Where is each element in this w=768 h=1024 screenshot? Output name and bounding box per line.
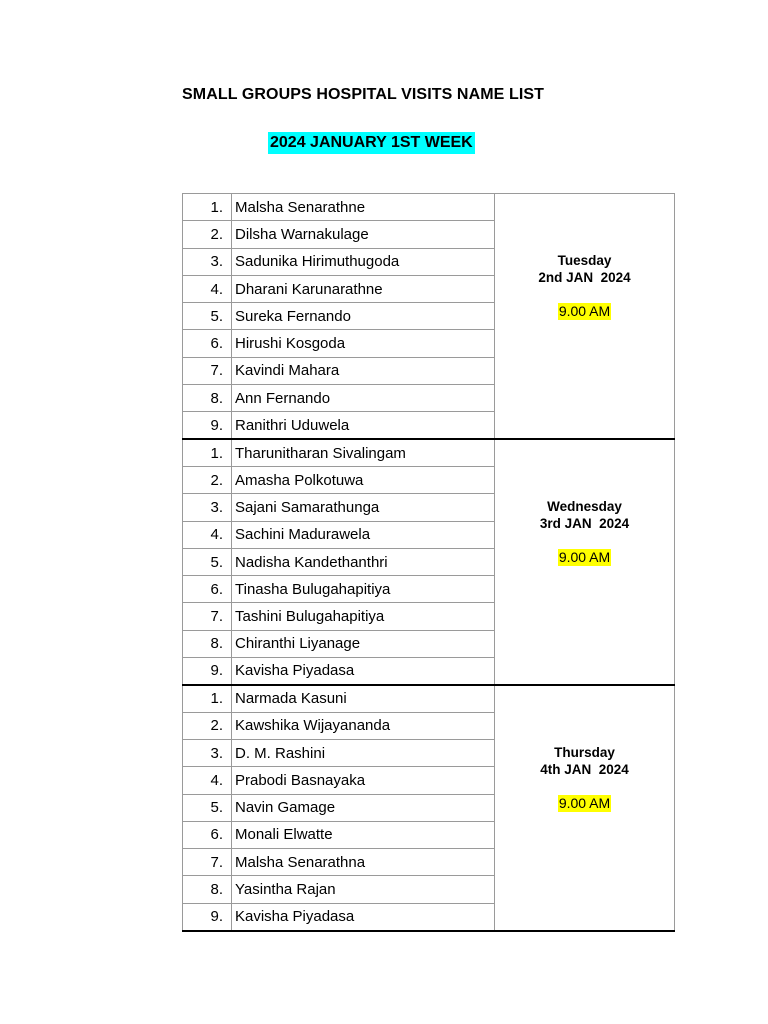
visit-schedule-cell [495,685,675,931]
member-number: 5. [183,303,232,330]
member-number: 9. [183,658,232,685]
member-name: Dilsha Warnakulage [232,221,495,248]
member-number: 9. [183,903,232,930]
member-number: 3. [183,494,232,521]
member-name: Sadunika Hirimuthugoda [232,248,495,275]
member-number: 6. [183,821,232,848]
visit-time: 9.00 AM [558,549,611,566]
visit-time: 9.00 AM [558,794,611,811]
member-name: Amasha Polkotuwa [232,466,495,493]
member-number: 8. [183,876,232,903]
member-name: Sureka Fernando [232,303,495,330]
visit-info [495,686,674,812]
member-number: 4. [183,521,232,548]
member-number: 2. [183,712,232,739]
member-number: 5. [183,548,232,575]
member-number: 7. [183,849,232,876]
member-number: 9. [183,412,232,439]
member-number: 5. [183,794,232,821]
table-row [183,194,675,221]
member-name: Kavisha Piyadasa [232,658,495,685]
member-number: 3. [183,248,232,275]
member-name: Nadisha Kandethanthri [232,548,495,575]
member-name: Yasintha Rajan [232,876,495,903]
table-row [183,439,675,466]
member-number: 8. [183,385,232,412]
member-name: Chiranthi Liyanage [232,630,495,657]
table-row [183,685,675,712]
member-number: 7. [183,603,232,630]
member-name: Kawshika Wijayananda [232,712,495,739]
member-number: 4. [183,767,232,794]
member-number: 1. [183,194,232,221]
member-number: 1. [183,439,232,466]
visit-day: Wednesday [547,499,622,515]
member-name: Tharunitharan Sivalingam [232,439,495,466]
visit-day: Tuesday [557,253,612,268]
schedule-table-body [183,194,675,931]
member-number: 2. [183,221,232,248]
member-name: Prabodi Basnayaka [232,767,495,794]
member-name: Narmada Kasuni [232,685,495,712]
visit-info [495,440,674,566]
visit-date: 2nd JAN 2024 [538,270,631,285]
member-number: 6. [183,330,232,357]
week-subtitle: 2024 JANUARY 1ST WEEK [268,132,475,154]
member-name: Malsha Senarathna [232,849,495,876]
member-name: Ann Fernando [232,385,495,412]
member-number: 3. [183,739,232,766]
member-number: 2. [183,466,232,493]
member-number: 1. [183,685,232,712]
member-name: D. M. Rashini [232,739,495,766]
visit-info [495,194,674,320]
member-name: Malsha Senarathne [232,194,495,221]
member-name: Kavisha Piyadasa [232,903,495,930]
member-name: Hirushi Kosgoda [232,330,495,357]
member-number: 8. [183,630,232,657]
member-name: Kavindi Mahara [232,357,495,384]
member-name: Sajani Samarathunga [232,494,495,521]
member-number: 6. [183,576,232,603]
member-name: Dharani Karunarathne [232,275,495,302]
visit-time: 9.00 AM [558,303,611,319]
member-name: Tinasha Bulugahapitiya [232,576,495,603]
visit-date: 4th JAN 2024 [540,761,629,777]
visit-schedule-cell [495,194,675,440]
member-name: Navin Gamage [232,794,495,821]
member-name: Sachini Madurawela [232,521,495,548]
member-name: Monali Elwatte [232,821,495,848]
page-title: SMALL GROUPS HOSPITAL VISITS NAME LIST [182,86,545,103]
member-number: 7. [183,357,232,384]
visit-schedule-cell [495,439,675,685]
visit-day: Thursday [554,744,615,760]
visit-date: 3rd JAN 2024 [539,516,630,532]
visit-schedule-table [182,193,675,932]
member-number: 4. [183,275,232,302]
member-name: Tashini Bulugahapitiya [232,603,495,630]
member-name: Ranithri Uduwela [232,412,495,439]
